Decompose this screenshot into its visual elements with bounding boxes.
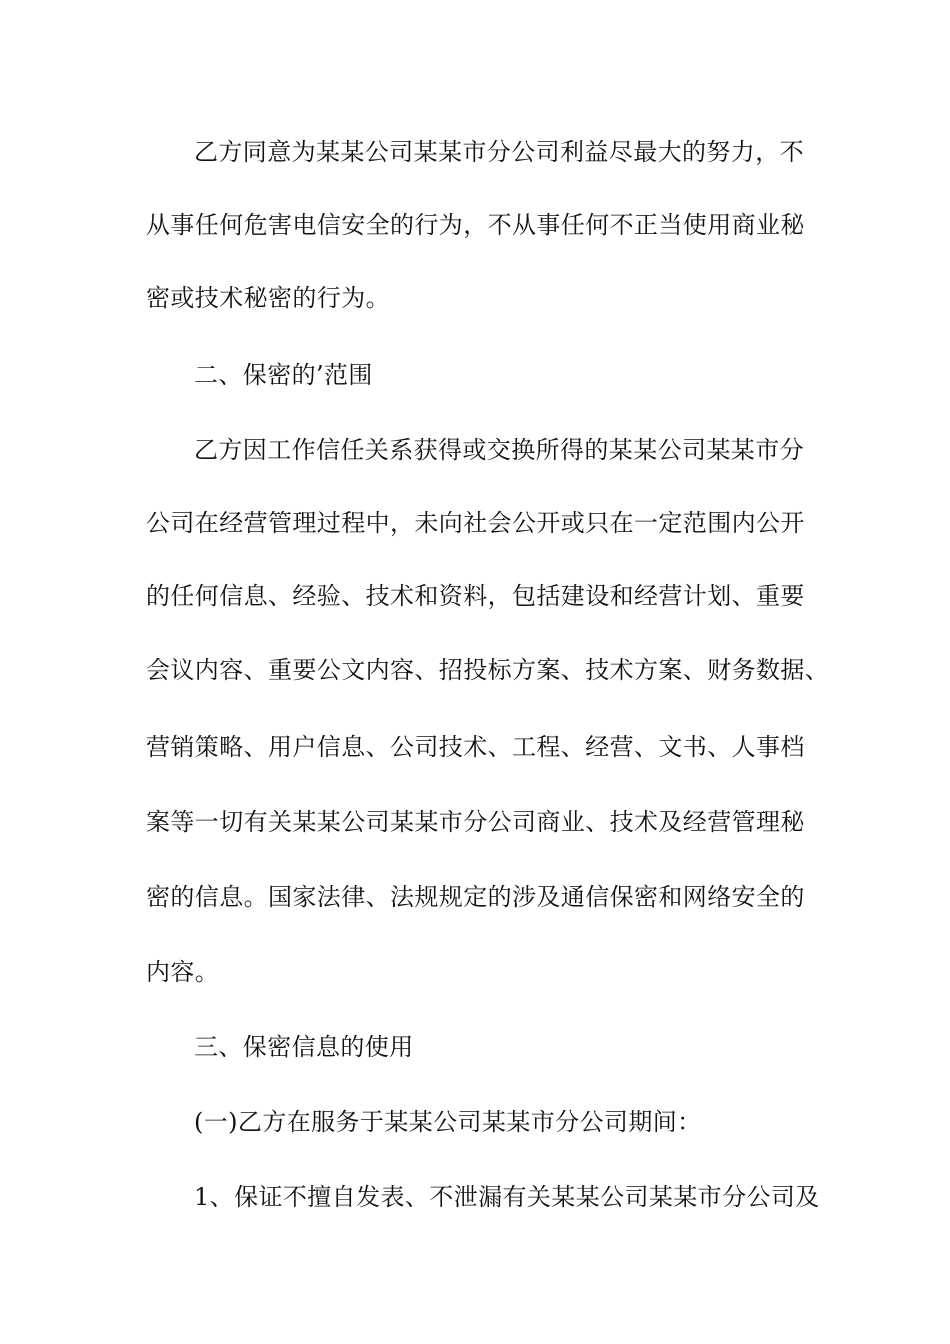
paragraph-line: 乙方因工作信任关系获得或交换所得的某某公司某某市分 (194, 436, 804, 464)
paragraph-line: 案等一切有关某某公司某某市分公司商业、技术及经营管理秘 (146, 808, 805, 836)
paragraph-line: 营销策略、用户信息、公司技术、工程、经营、文书、人事档 (146, 733, 805, 761)
paragraph-line: (一)乙方在服务于某某公司某某市分公司期间： (194, 1108, 702, 1136)
paragraph-line: 乙方同意为某某公司某某市分公司利益尽最大的努力，不 (194, 138, 804, 166)
paragraph-line: 会议内容、重要公文内容、招投标方案、技术方案、财务数据、 (146, 656, 830, 684)
paragraph-line: 内容。 (146, 958, 220, 986)
section-heading-scope: 二、保密的’范围 (194, 361, 373, 389)
paragraph-line: 密的信息。国家法律、法规规定的涉及通信保密和网络安全的 (146, 883, 805, 911)
paragraph-line: 密或技术秘密的行为。 (146, 284, 390, 312)
paragraph-line: 从事任何危害电信安全的行为，不从事任何不正当使用商业秘 (146, 211, 805, 239)
paragraph-line: 的任何信息、经验、技术和资料，包括建设和经营计划、重要 (146, 582, 805, 610)
section-heading-usage: 三、保密信息的使用 (194, 1033, 414, 1061)
paragraph-line: 公司在经营管理过程中，未向社会公开或只在一定范围内公开 (146, 509, 805, 537)
paragraph-line: 1、保证不擅自发表、不泄漏有关某某公司某某市分公司及 (194, 1183, 820, 1211)
